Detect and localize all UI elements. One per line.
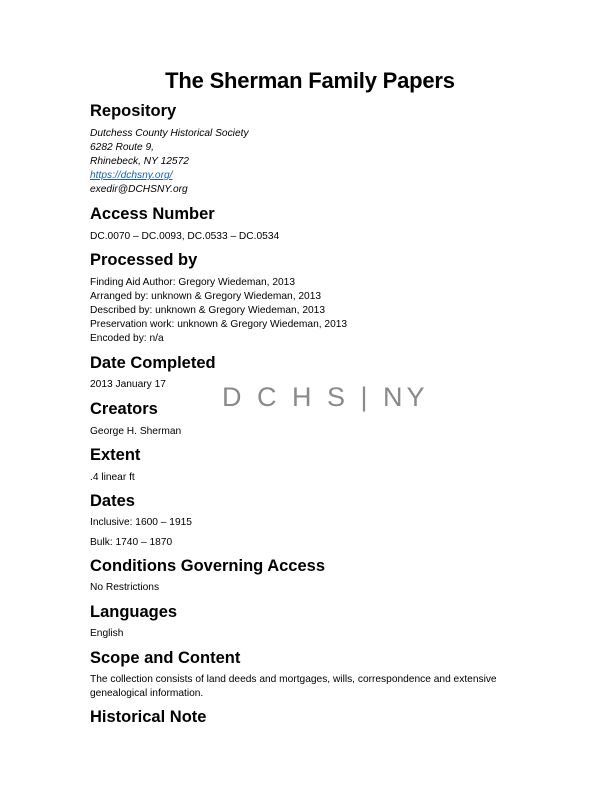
heading-access-number: Access Number: [90, 205, 215, 223]
heading-processed-by: Processed by: [90, 251, 198, 269]
document-title: The Sherman Family Papers: [165, 68, 455, 93]
heading-dates: Dates: [90, 492, 135, 510]
repository-website-link[interactable]: https://dchsny.org/: [90, 170, 173, 181]
heading-repository: Repository: [90, 102, 177, 120]
repository-email: exedir@DCHSNY.org: [90, 184, 188, 195]
languages-value: English: [90, 628, 124, 639]
conditions-value: No Restrictions: [90, 582, 160, 593]
heading-conditions-governing-access: Conditions Governing Access: [90, 557, 326, 575]
scope-content-line1: The collection consists of land deeds and mortgages, wills, correspondence and extensive: [90, 674, 497, 685]
date-completed-value: 2013 January 17: [90, 379, 166, 390]
heading-scope-and-content: Scope and Content: [90, 649, 241, 667]
creators-value: George H. Sherman: [90, 426, 182, 437]
processed-by-line: Preservation work: unknown & Gregory Wiedeman, 2013: [90, 319, 348, 330]
processed-by-line: Finding Aid Author: Gregory Wiedeman, 2013: [90, 277, 295, 288]
extent-value: .4 linear ft: [90, 472, 135, 483]
processed-by-line: Encoded by: n/a: [90, 333, 164, 344]
heading-creators: Creators: [90, 400, 158, 418]
heading-extent: Extent: [90, 446, 141, 464]
processed-by-line: Arranged by: unknown & Gregory Wiedeman, 2013: [90, 291, 322, 302]
access-number-value: DC.0070 – DC.0093, DC.0533 – DC.0534: [90, 231, 280, 242]
heading-date-completed: Date Completed: [90, 354, 216, 372]
dates-inclusive: Inclusive: 1600 – 1915: [90, 517, 192, 528]
heading-historical-note: Historical Note: [90, 708, 207, 726]
heading-languages: Languages: [90, 603, 178, 621]
repository-address-line1: 6282 Route 9,: [90, 142, 155, 153]
repository-name: Dutchess County Historical Society: [90, 128, 249, 139]
dates-bulk: Bulk: 1740 – 1870: [90, 537, 173, 548]
processed-by-line: Described by: unknown & Gregory Wiedeman, 2013: [90, 305, 325, 316]
dchs-watermark: D C H S | NY: [222, 382, 429, 412]
scope-content-line2: genealogical information.: [90, 688, 204, 699]
repository-address-line2: Rhinebeck, NY 12572: [90, 156, 189, 167]
